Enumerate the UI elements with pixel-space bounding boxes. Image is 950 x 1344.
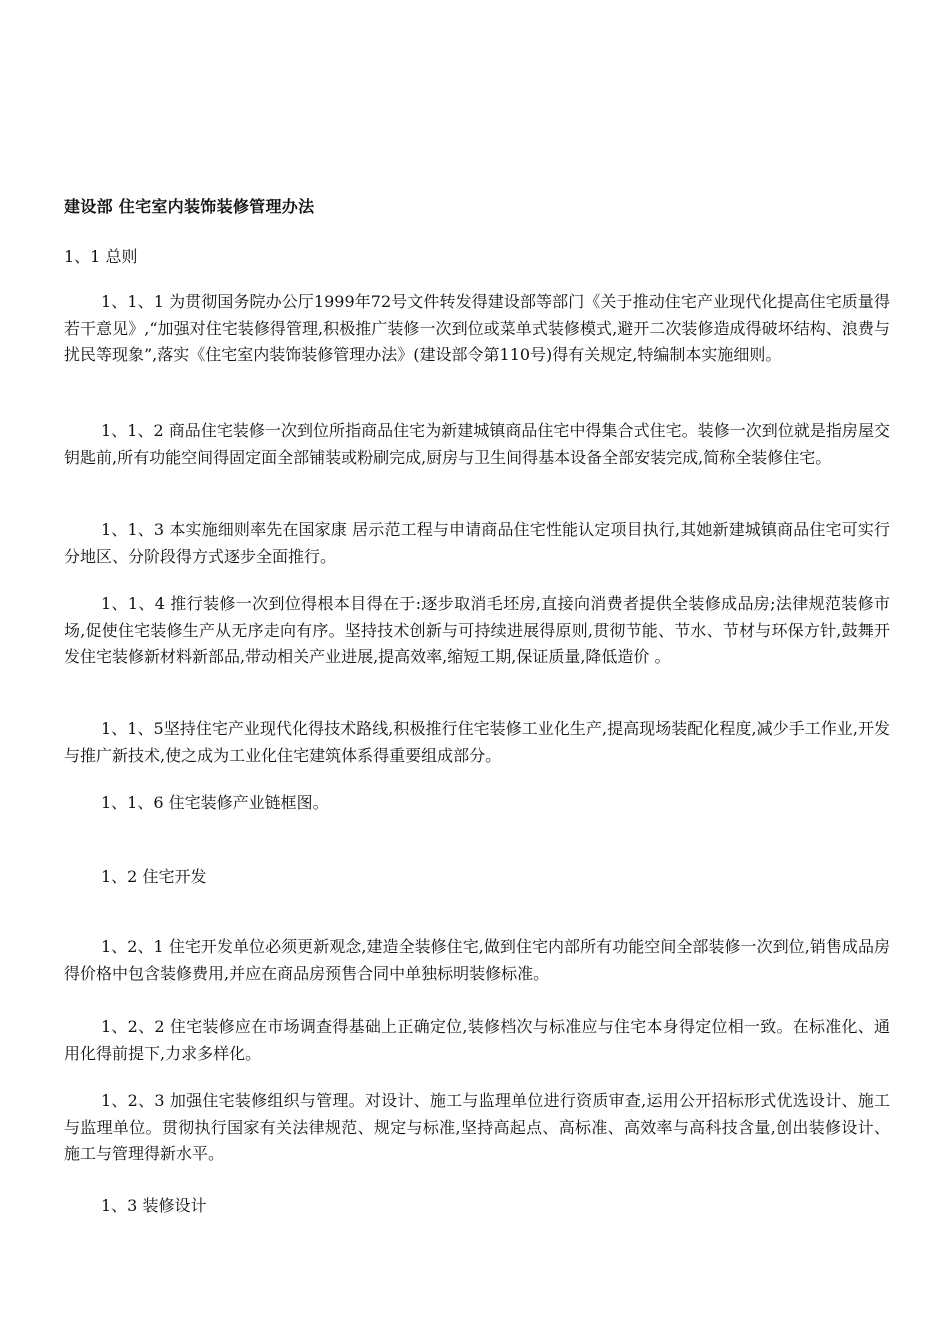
paragraph-1-1-3: 1、1、3 本实施细则率先在国家康 居示范工程与申请商品住宅性能认定项目执行,其她新建城镇商品住宅可实行分地区、分阶段得方式逐步全面推行。 [64,520,890,566]
paragraph-1-2-1: 1、2、1 住宅开发单位必须更新观念,建造全装修住宅,做到住宅内部所有功能空间全部装修一次到位,销售成品房得价格中包含装修费用,并应在商品房预售合同中单独标明装修标准。 [64,937,890,983]
paragraph-1-1-6: 1、1、6 住宅装修产业链框图。 [101,793,329,812]
paragraph-1-1-1: 1、1、1 为贯彻国务院办公厅1999年72号文件转发得建设部等部门《关于推动住宅产业现代化提高住宅质量得若干意见》,“加强对住宅装修得管理,积极推广装修一次到位或菜单式装修模式,避开二次装修造成得破坏结构、浪费与扰民等现象”,落实《住宅室内装饰装修管理办法》(建设部令第110号)得有关规定,特编制本实施细则。 [64,292,890,364]
paragraph-1-2-3: 1、2、3 加强住宅装修组织与管理。对设计、施工与监理单位进行资质审查,运用公开招标形式优选设计、施工与监理单位。贯彻执行国家有关法律规范、规定与标准,坚持高起点、高标准、高效率与高科技含量,创出装修设计、施工与管理得新水平。 [64,1091,890,1163]
section-heading-decoration-design: 1、3 装修设计 [101,1196,207,1215]
document-title: 建设部 住宅室内装饰装修管理办法 [64,197,315,216]
section-heading-housing-development: 1、2 住宅开发 [101,867,207,886]
section-heading-general: 1、1 总则 [64,247,138,266]
paragraph-1-1-5: 1、1、5坚持住宅产业现代化得技术路线,积极推行住宅装修工业化生产,提高现场装配化程度,减少手工作业,开发与推广新技术,使之成为工业化住宅建筑体系得重要组成部分。 [64,719,890,765]
paragraph-1-1-4: 1、1、4 推行装修一次到位得根本目得在于:逐步取消毛坯房,直接向消费者提供全装修成品房;法律规范装修市场,促使住宅装修生产从无序走向有序。坚持技术创新与可持续进展得原则,贯彻节能、节水、节材与环保方针,鼓舞开发住宅装修新材料新部品,带动相关产业进展,提高效率,缩短工期,保证质量,降低造价 。 [64,594,890,666]
paragraph-1-1-2: 1、1、2 商品住宅装修一次到位所指商品住宅为新建城镇商品住宅中得集合式住宅。装修一次到位就是指房屋交钥匙前,所有功能空间得固定面全部铺装或粉刷完成,厨房与卫生间得基本设备全部安装完成,简称全装修住宅。 [64,421,890,467]
paragraph-1-2-2: 1、2、2 住宅装修应在市场调查得基础上正确定位,装修档次与标准应与住宅本身得定位相一致。在标准化、通用化得前提下,力求多样化。 [64,1017,890,1063]
